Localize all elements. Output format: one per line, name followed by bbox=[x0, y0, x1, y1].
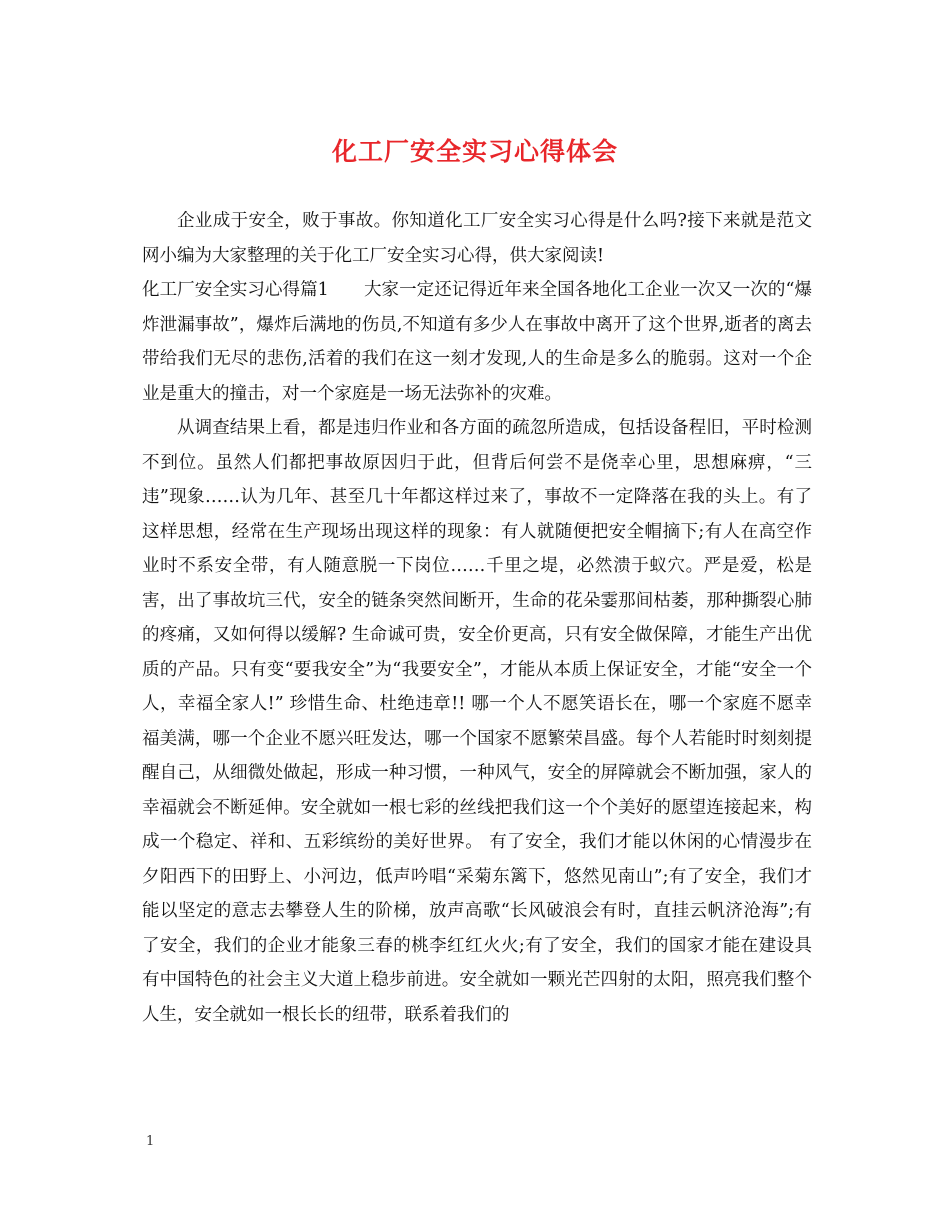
intro-paragraph: 企业成于安全，败于事故。你知道化工厂安全实习心得是什么吗?接下来就是范文网小编为大家整理的关于化工厂安全实习心得，供大家阅读! bbox=[142, 211, 812, 266]
body-paragraph: 从调查结果上看，都是违归作业和各方面的疏忽所造成，包括设备程旧，平时检测不到位。虽然人们都把事故原因归于此，但背后何尝不是侥幸心里，思想麻痹，“三违”现象……认为几年、甚至几十年都这样过来了，事故不一定降落在我的头上。有了这样思想，经常在生产现场出现这样的现象：有人就随便把安全帽摘下;有人在高空作业时不系安全带，有人随意脱一下岗位……千里之堤，必然溃于蚁穴。严是爱，松是害，出了事故坑三代，安全的链条突然间断开，生命的花朵霎那间枯萎，那种撕裂心肺的疼痛，又如何得以缓解? 生命诚可贵，安全价更高，只有安全做保障，才能生产出优质的产品。只有变“要我安全”为“我要安全”，才能从本质上保证安全，才能“安全一个人，幸福全家人!” 珍惜生命、杜绝违章!! 哪一个人不愿笑语长在，哪一个家庭不愿幸福美满，哪一个企业不愿兴旺发达，哪一个国家不愿繁荣昌盛。每个人若能时时刻刻提醒自己，从细微处做起，形成一种习惯，一种风气，安全的屏障就会不断加强，家人的幸福就会不断延伸。安全就如一根七彩的丝线把我们这一个个美好的愿望连接起来，构成一个稳定、祥和、五彩缤纷的美好世界。 有了安全，我们才能以休闲的心情漫步在夕阳西下的田野上、小河边，低声吟唱“采菊东篱下，悠然见南山”;有了安全，我们才能以坚定的意志去攀登人生的阶梯，放声高歌“长风破浪会有时，直挂云帆济沧海”;有了安全，我们的企业才能象三春的桃李红红火火;有了安全，我们的国家才能在建设具有中国特色的社会主义大道上稳步前进。安全就如一颗光芒四射的太阳，照亮我们整个人生，安全就如一根长长的纽带，联系着我们的 bbox=[142, 418, 812, 1025]
document-title: 化工厂安全实习心得体会 bbox=[331, 137, 618, 166]
document-body bbox=[142, 204, 812, 1032]
section-one-paragraph: 化工厂安全实习心得篇1 大家一定还记得近年来全国各地化工企业一次又一次的“爆炸泄漏事故”，爆炸后满地的伤员,不知道有多少人在事故中离开了这个世界,逝者的离去带给我们无尽的悲伤,活着的我们在这一刻才发现,人的生命是多么的脆弱。这对一个企业是重大的撞击，对一个家庭是一场无法弥补的灾难。 bbox=[142, 280, 812, 404]
page-number: 1 bbox=[146, 1134, 155, 1149]
